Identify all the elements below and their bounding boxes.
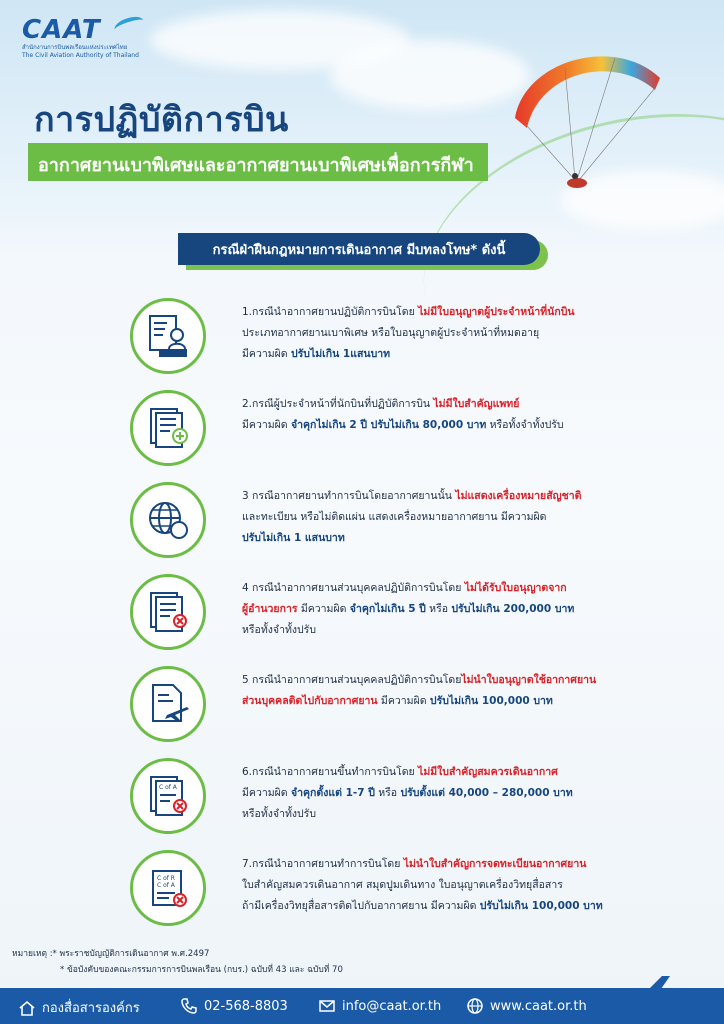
cloud: [330, 40, 530, 110]
penalty-line: [242, 578, 642, 599]
penalty-item-4: [130, 574, 650, 654]
penalty-line: [242, 762, 642, 783]
penalty-line: [242, 804, 642, 825]
penalty-segment: 4 กรณีนำอากาศยานส่วนบุคคลปฏิบัติการบินโดย: [242, 582, 465, 594]
penalty-segment: มีความผิด: [242, 787, 291, 799]
penalty-segment: หรือ: [374, 787, 401, 799]
penalty-line: [242, 344, 642, 365]
penalty-highlight: จำคุกตั้งแต่ 1-7 ปี: [290, 787, 375, 799]
penalty-text-4: [242, 578, 642, 641]
page-title: การปฏิบัติการบิน: [34, 100, 289, 140]
section-heading: กรณีฝ่าฝืนกฎหมายการเดินอากาศ มีบทลงโทษ* ดังนี้: [178, 233, 540, 265]
violation-highlight: ไม่มีใบสำคัญแพทย์: [433, 398, 520, 410]
logo-thai-name: สำนักงานการบินพลเรือนแห่งประเทศไทย: [22, 44, 128, 51]
footer-bar: [0, 988, 724, 1024]
footer-email[interactable]: [318, 997, 441, 1015]
logo-mark: CAAT: [22, 15, 101, 45]
home-icon: [18, 999, 36, 1017]
penalty-highlight: ปรับตั้งแต่ 40,000 – 280,000 บาท: [400, 787, 573, 799]
phone-icon: [180, 997, 198, 1015]
registration-certificate-icon: [130, 850, 206, 926]
penalty-text-5: [242, 670, 642, 712]
svg-text:C of A: C of A: [159, 784, 177, 791]
penalty-highlight: ปรับไม่เกิน 100,000 บาท: [479, 900, 603, 912]
penalty-text-2: [242, 394, 642, 436]
penalty-line: [242, 599, 642, 620]
airworthiness-certificate-icon: [130, 758, 206, 834]
penalty-segment: หรือ: [425, 603, 452, 615]
footer-web[interactable]: [466, 997, 587, 1015]
penalty-segment: ใบสำคัญสมควรเดินอากาศ สมุดปูมเดินทาง ใบอนุญาตเครื่องวิทยุสื่อสาร: [242, 879, 563, 891]
penalty-highlight: ปรับไม่เกิน 100,000 บาท: [429, 695, 553, 707]
violation-highlight: ไม่มีใบสำคัญสมควรเดินอากาศ: [418, 766, 558, 778]
penalty-segment: มีความผิด: [242, 348, 291, 360]
penalty-text-7: [242, 854, 642, 917]
penalty-segment: มีความผิด: [242, 419, 291, 431]
penalty-item-7: [130, 850, 650, 930]
footer-org-label: กองสื่อสารองค์กร: [42, 1001, 140, 1016]
violation-highlight: ผู้อำนวยการ: [242, 603, 298, 615]
aircraft-document-icon: [130, 666, 206, 742]
caat-logo: [22, 16, 172, 60]
penalty-segment: 1.กรณีนำอากาศยานปฏิบัติการบินโดย: [242, 306, 419, 318]
penalty-line: [242, 302, 642, 323]
penalty-segment: หรือทั้งจำทั้งปรับ: [486, 419, 564, 431]
violation-highlight: ไม่นำใบอนุญาตใช้อากาศยาน: [461, 674, 597, 686]
penalty-line: [242, 323, 642, 344]
footer-email-label: info@caat.or.th: [342, 998, 442, 1014]
penalty-segment: 6.กรณีนำอากาศยานขึ้นทำการบินโดย: [242, 766, 419, 778]
penalty-highlight: ปรับไม่เกิน 1แสนบาท: [290, 348, 391, 360]
page-subtitle: อากาศยานเบาพิเศษและอากาศยานเบาพิเศษเพื่อการกีฬา: [38, 155, 474, 176]
penalty-segment: 3 กรณีอากาศยานทำการบินโดยอากาศยานนั้น: [242, 490, 456, 502]
footer-phone[interactable]: [180, 997, 288, 1015]
medical-certificate-icon: [130, 390, 206, 466]
globe-icon: [466, 997, 484, 1015]
penalty-segment: ประเภทอากาศยานเบาพิเศษ หรือใบอนุญาตผู้ประจำหน้าที่หมดอายุ: [242, 327, 540, 339]
penalty-line: [242, 394, 642, 415]
penalty-segment: 5 กรณีนำอากาศยานส่วนบุคคลปฏิบัติการบินโดย: [242, 674, 462, 686]
penalty-line: [242, 854, 642, 875]
penalty-segment: ถ้ามีเครื่องวิทยุสื่อสารติดไปกับอากาศยาน มีความผิด: [242, 900, 480, 912]
penalty-segment: หรือทั้งจำทั้งปรับ: [242, 808, 316, 820]
paraglider-illustration: [505, 40, 675, 200]
penalty-line: [242, 896, 642, 917]
footer-phone-label: 02-568-8803: [204, 998, 288, 1014]
violation-highlight: ส่วนบุคคลติดไปกับอากาศยาน: [242, 695, 378, 707]
penalty-line: [242, 783, 642, 804]
penalty-line: [242, 507, 642, 528]
rejected-document-icon: [130, 574, 206, 650]
email-icon: [318, 997, 336, 1015]
footnote-2: * ข้อบังคับของคณะกรรมการการบินพลเรือน (กบร.) ฉบับที่ 43 และ ฉบับที่ 70: [60, 965, 343, 975]
penalty-line: [242, 486, 642, 507]
penalty-highlight: จำคุกไม่เกิน 5 ปี: [349, 603, 426, 615]
footer-org: [18, 997, 140, 1018]
svg-text:C of R: C of R: [157, 875, 175, 882]
penalty-line: [242, 528, 642, 549]
penalty-line: [242, 875, 642, 896]
footer-web-label: www.caat.or.th: [490, 998, 587, 1014]
penalty-line: [242, 670, 642, 691]
penalty-item-3: [130, 482, 650, 562]
penalty-item-6: [130, 758, 650, 838]
violation-highlight: ไม่นำใบสำคัญการจดทะเบียนอากาศยาน: [403, 858, 587, 870]
footnote-1: หมายเหตุ :* พระราชบัญญัติการเดินอากาศ พ.ศ.2497: [12, 949, 210, 959]
violation-highlight: ไม่แสดงเครื่องหมายสัญชาติ: [455, 490, 582, 502]
penalty-segment: 2.กรณีผู้ประจำหน้าที่นักบินที่ปฏิบัติการบิน: [242, 398, 434, 410]
penalty-text-1: [242, 302, 642, 365]
penalty-item-5: [130, 666, 650, 746]
penalty-segment: มีความผิด: [377, 695, 430, 707]
penalty-highlight: ปรับไม่เกิน 200,000 บาท: [451, 603, 575, 615]
penalty-line: [242, 691, 642, 712]
penalty-item-2: [130, 390, 650, 470]
penalty-segment: 7.กรณีนำอากาศยานทำการบินโดย: [242, 858, 404, 870]
pilot-license-icon: [130, 298, 206, 374]
penalty-text-3: [242, 486, 642, 549]
violation-highlight: ไม่มีใบอนุญาตผู้ประจำหน้าที่นักบิน: [418, 306, 575, 318]
globe-registration-icon: [130, 482, 206, 558]
penalty-segment: มีความผิด: [297, 603, 350, 615]
penalty-highlight: ปรับไม่เกิน 1 แสนบาท: [242, 532, 345, 544]
violation-highlight: ไม่ได้รับใบอนุญาตจาก: [464, 582, 567, 594]
penalty-line: [242, 620, 642, 641]
penalty-item-1: [130, 298, 650, 378]
penalty-highlight: จำคุกไม่เกิน 2 ปี ปรับไม่เกิน 80,000 บาท: [290, 419, 487, 431]
penalty-segment: และทะเบียน หรือไม่ติดแผ่น แสดงเครื่องหมายอากาศยาน มีความผิด: [242, 511, 547, 523]
penalty-text-6: [242, 762, 642, 825]
penalty-segment: หรือทั้งจำทั้งปรับ: [242, 624, 316, 636]
svg-text:C of A: C of A: [157, 882, 175, 889]
penalty-line: [242, 415, 642, 436]
logo-english-name: The Civil Aviation Authority of Thailand: [22, 52, 139, 59]
